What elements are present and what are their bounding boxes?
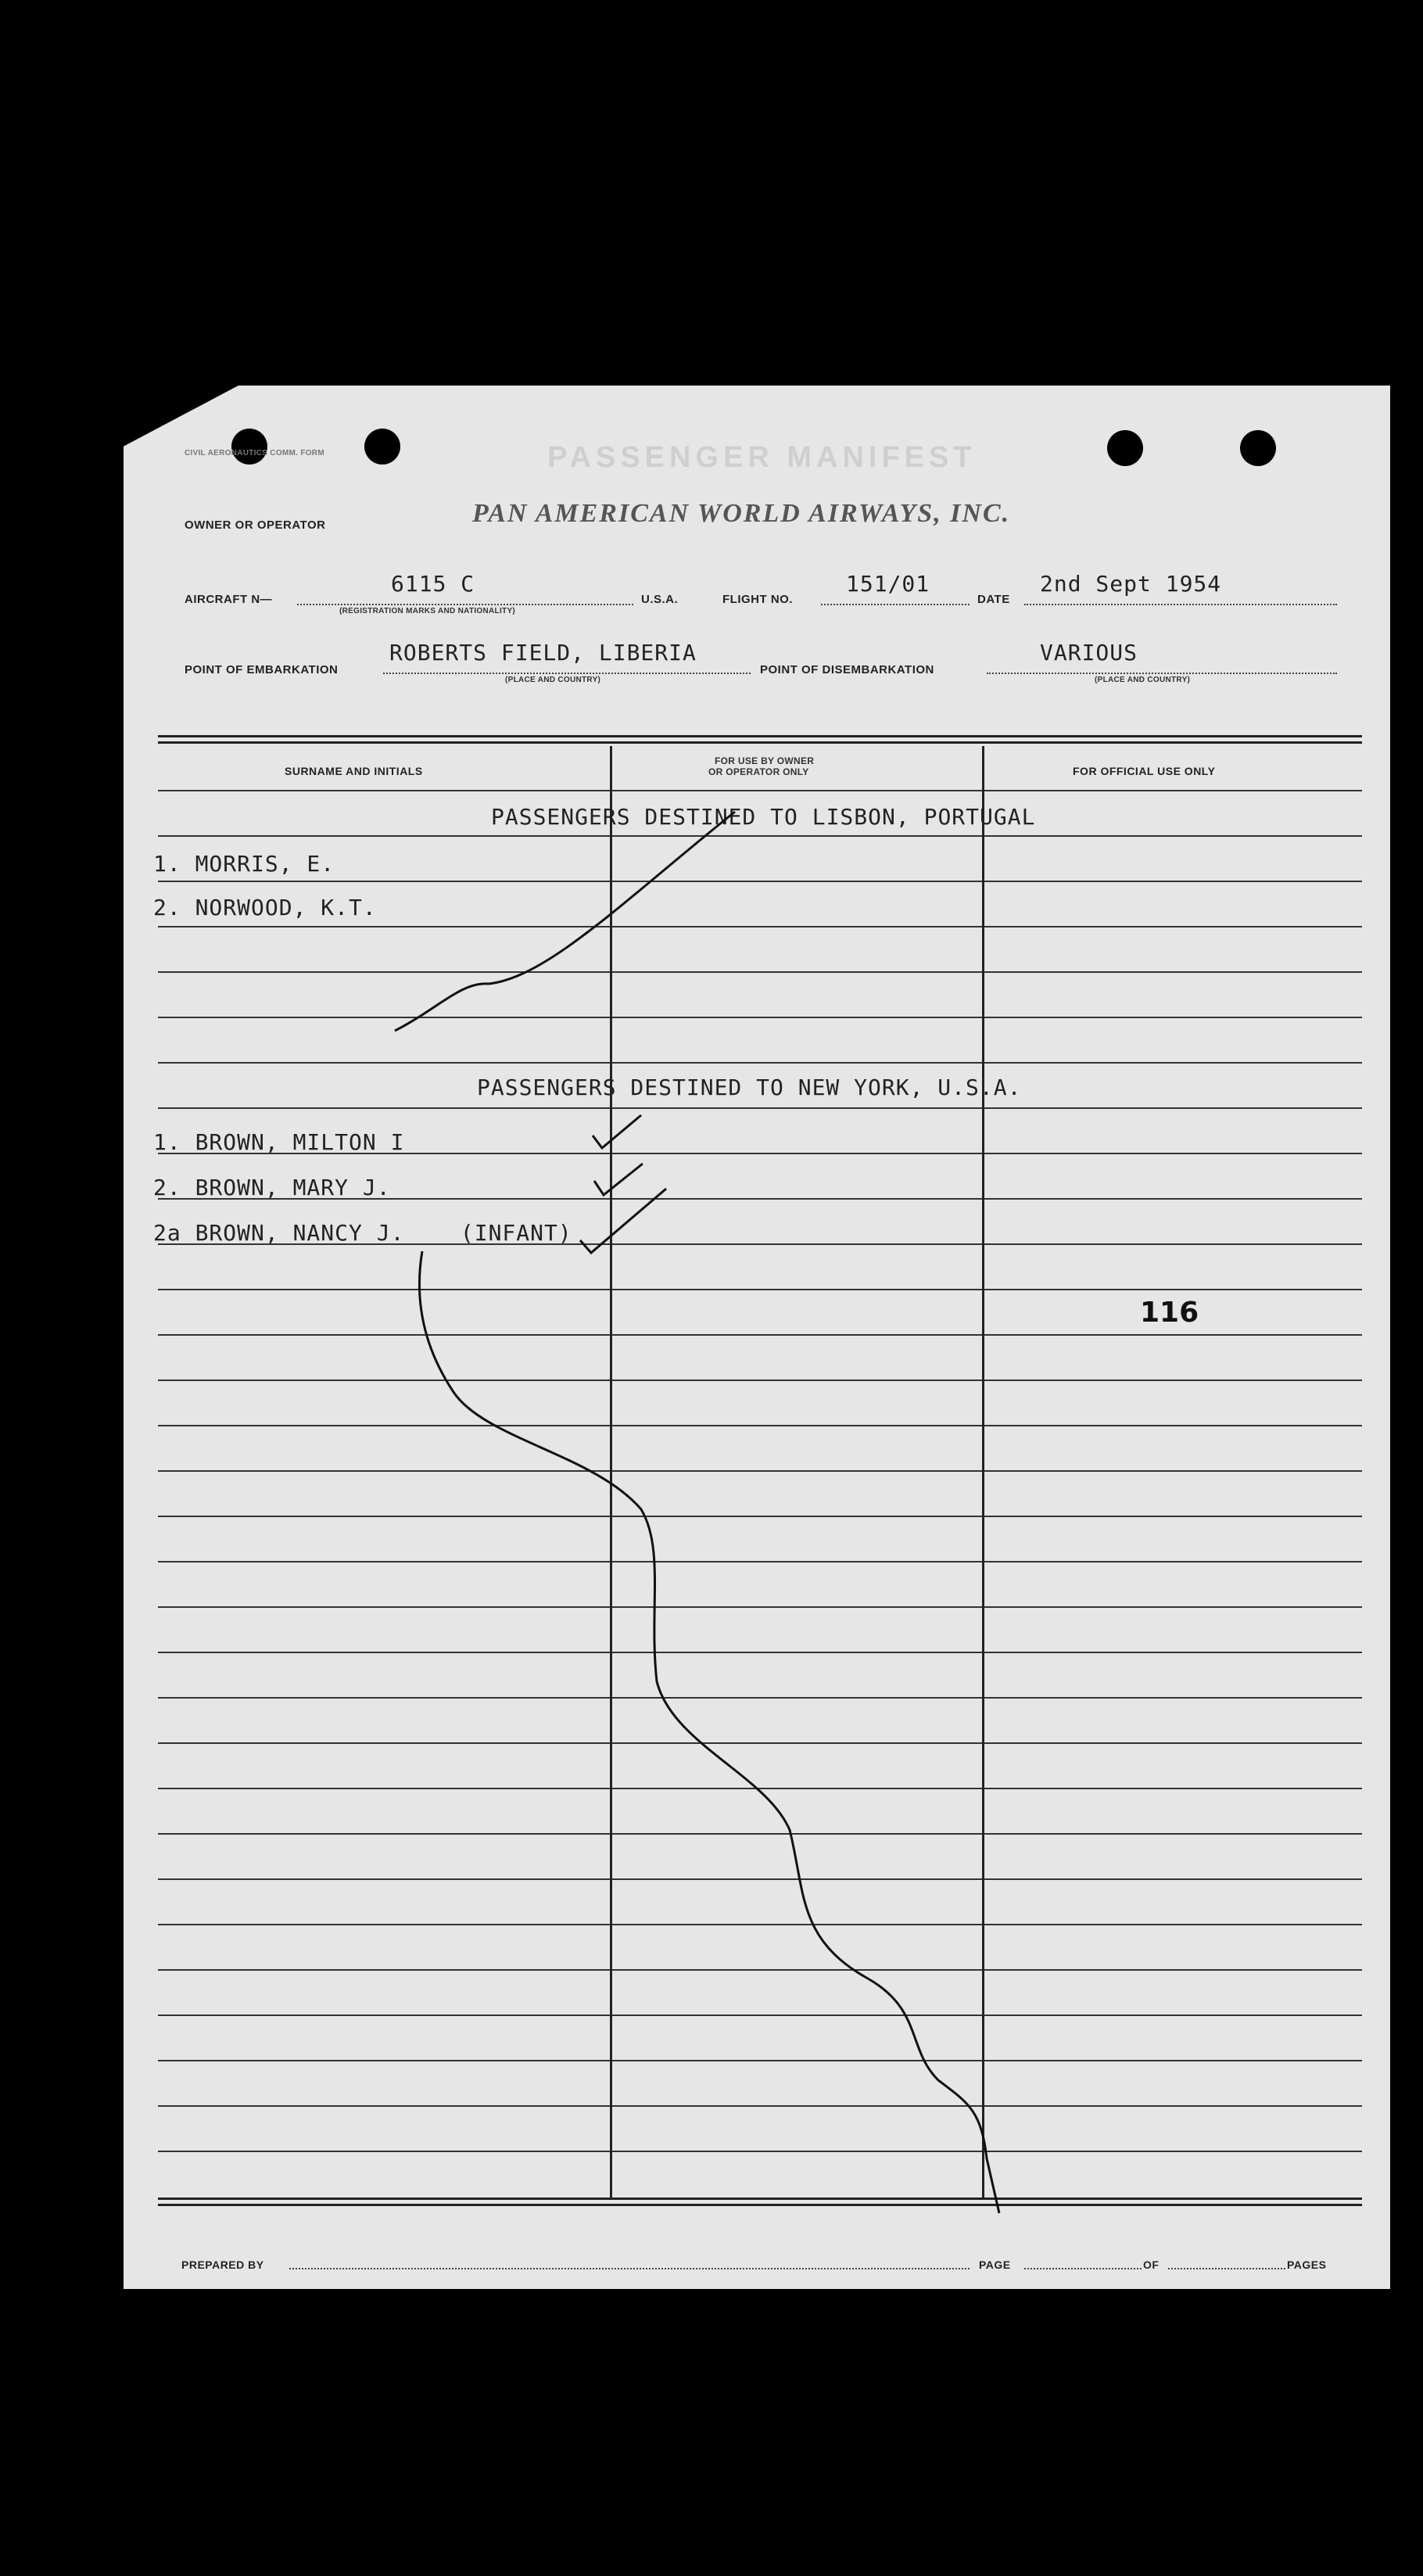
aircraft-value: 6115 C <box>391 571 475 597</box>
date-label: DATE <box>977 593 1010 606</box>
stamped-number: 116 <box>1140 1297 1199 1329</box>
passenger-row: 2. BROWN, MARY J. <box>153 1175 391 1200</box>
embarkation-value: ROBERTS FIELD, LIBERIA <box>389 640 697 666</box>
owner-operator-label: OWNER OR OPERATOR <box>185 518 326 532</box>
aircraft-label: AIRCRAFT N— <box>185 593 273 606</box>
column-header-owner-use: FOR USE BY OWNER <box>715 755 815 766</box>
check-mark <box>594 1164 643 1195</box>
date-value: 2nd Sept 1954 <box>1040 571 1222 597</box>
passenger-row: 2a BROWN, NANCY J. (INFANT) <box>153 1220 572 1246</box>
passenger-row: 1. BROWN, MILTON I <box>153 1129 405 1155</box>
disembarkation-label: POINT OF DISEMBARKATION <box>760 663 934 676</box>
registration-note: (REGISTRATION MARKS AND NATIONALITY) <box>339 607 516 615</box>
document-title: PASSENGER MANIFEST <box>547 441 977 474</box>
cancel-stroke <box>419 1251 999 2213</box>
section-heading-lisbon: PASSENGERS DESTINED TO LISBON, PORTUGAL <box>491 804 1036 830</box>
prepared-by-label: PREPARED BY <box>181 2258 264 2271</box>
usa-label: U.S.A. <box>641 593 679 606</box>
passenger-row: 1. MORRIS, E. <box>153 851 335 877</box>
check-mark <box>593 1115 641 1148</box>
column-header-official: FOR OFFICIAL USE ONLY <box>1073 765 1216 777</box>
section-heading-new-york: PASSENGERS DESTINED TO NEW YORK, U.S.A. <box>477 1075 1022 1100</box>
operator-name: PAN AMERICAN WORLD AIRWAYS, INC. <box>472 499 1011 528</box>
check-mark <box>580 1189 666 1253</box>
disembarkation-place-note: (PLACE AND COUNTRY) <box>1095 676 1191 684</box>
pages-label: PAGES <box>1287 2258 1327 2271</box>
column-header-surname: SURNAME AND INITIALS <box>285 765 423 777</box>
embarkation-place-note: (PLACE AND COUNTRY) <box>505 676 601 684</box>
flight-no-label: FLIGHT NO. <box>722 593 793 606</box>
column-header-owner-use-2: OR OPERATOR ONLY <box>708 766 809 777</box>
form-identifier: CIVIL AERONAUTICS COMM. FORM <box>185 449 324 457</box>
of-label: OF <box>1143 2258 1160 2271</box>
cancel-stroke <box>395 812 735 1031</box>
flight-no-value: 151/01 <box>846 571 930 597</box>
disembarkation-value: VARIOUS <box>1040 640 1138 666</box>
embarkation-label: POINT OF EMBARKATION <box>185 663 339 676</box>
passenger-row: 2. NORWOOD, K.T. <box>153 895 377 920</box>
page-label: PAGE <box>979 2258 1011 2271</box>
